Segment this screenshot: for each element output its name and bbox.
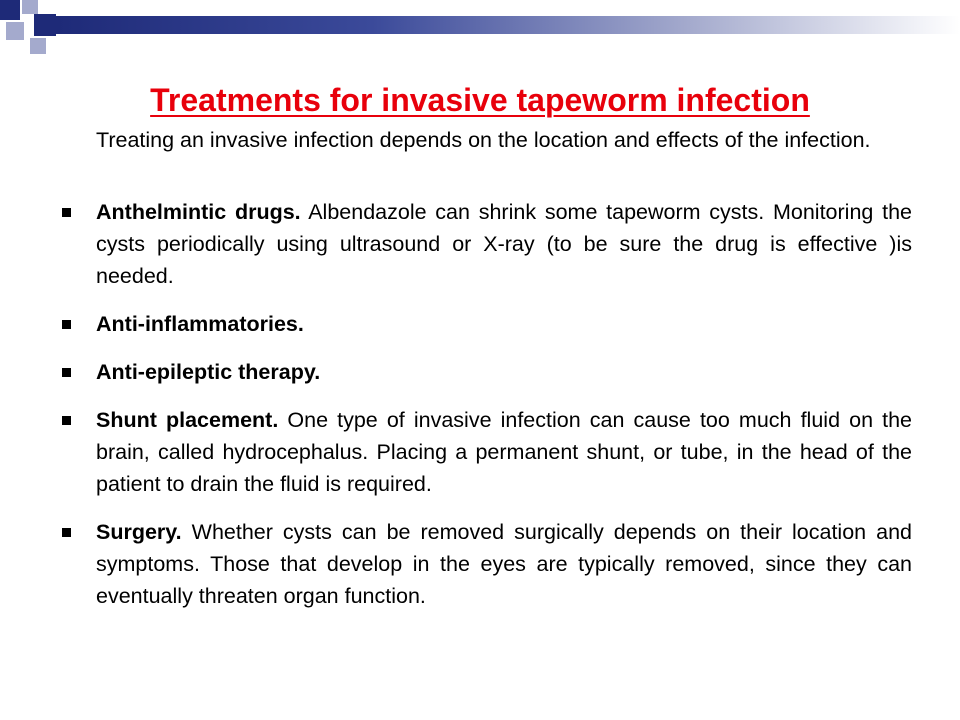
treatment-list <box>62 196 912 628</box>
header-gradient-bar <box>56 16 960 34</box>
decorative-square-icon <box>30 38 46 54</box>
list-item-shunt <box>62 404 912 500</box>
item-lead: Anthelmintic drugs. <box>96 200 301 224</box>
list-item-anti-inflammatories <box>62 308 912 340</box>
item-text: Albendazole can shrink some tapeworm cysts. Monitoring the cysts periodically using ultrasound or X-ray (to be sure the drug is effective )is needed. <box>96 200 913 288</box>
header-decoration <box>0 0 960 56</box>
decorative-square-icon <box>0 0 20 20</box>
square-bullet-icon <box>62 320 71 329</box>
decorative-square-icon <box>6 22 24 40</box>
list-item-surgery <box>62 516 912 612</box>
list-item-anti-epileptic <box>62 356 912 388</box>
square-bullet-icon <box>62 528 71 537</box>
item-text: Whether cysts can be removed surgically depends on their location and symptoms. Those that develop in the eyes are typically removed, since they can eventually threaten organ function. <box>96 520 912 608</box>
item-lead: Anti-epileptic therapy. <box>96 360 321 384</box>
intro-paragraph: Treating an invasive infection depends on the location and effects of the infection. <box>96 128 871 152</box>
decorative-square-icon <box>34 14 56 36</box>
square-bullet-icon <box>62 368 71 377</box>
slide-title: Treatments for invasive tapeworm infection <box>150 82 810 118</box>
square-bullet-icon <box>62 416 71 425</box>
square-bullet-icon <box>62 208 71 217</box>
item-lead: Anti-inflammatories. <box>96 312 304 336</box>
item-lead: Shunt placement. <box>96 408 279 432</box>
decorative-square-icon <box>22 0 38 14</box>
list-item-anthelmintic <box>62 196 912 292</box>
item-text: One type of invasive infection can cause too much fluid on the brain, called hydrocephalus. Placing a permanent shunt, or tube, in the head of the patient to drain the fluid is required. <box>96 408 912 496</box>
item-lead: Surgery. <box>96 520 182 544</box>
